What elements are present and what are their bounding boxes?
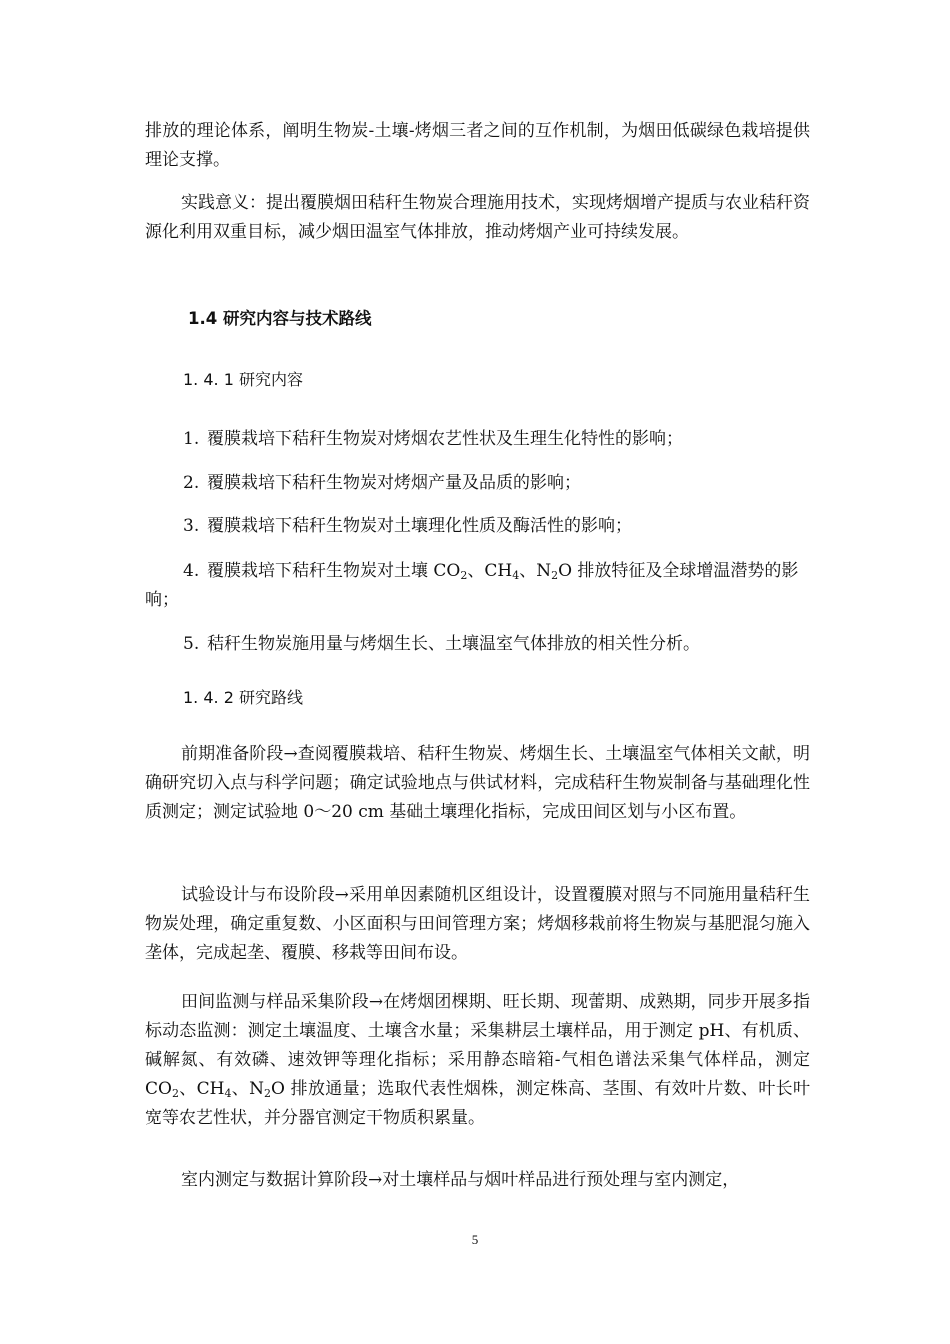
paragraph-lab-stage: 室内测定与数据计算阶段→对土壤样品与烟叶样品进行预处理与室内测定， (181, 1170, 740, 1190)
list-item-text: 秸秆生物炭施用量与烤烟生长、土壤温室气体排放的相关性分析。 (207, 634, 700, 654)
list-item-text: 、N (519, 561, 552, 581)
subscript: 2 (460, 569, 468, 582)
list-item-text: 、CH (467, 561, 513, 581)
subscript: 4 (224, 1087, 232, 1100)
paragraph-text: 田间监测与样品采集阶段→在烤烟团棵期、旺长期、现蕾期、成熟期，同步开展多指标动态监测：测定土壤温度、土壤含水量；采集耕层土壤样品，用于测定 pH、有机质、碱解氮、有效磷、速效钾等理化指标；采用静态暗箱-气相色谱法采集气体样品，测定 CO (145, 992, 810, 1099)
subscript: 4 (512, 569, 520, 582)
paragraph-text: 、N (231, 1079, 264, 1099)
paragraph-design-stage: 试验设计与布设阶段→采用单因素随机区组设计，设置覆膜对照与不同施用量秸秆生物炭处理，确定重复数、小区面积与田间管理方案；烤烟移栽前将生物炭与基肥混匀施入垄体，完成起垄、覆膜、移栽等田间布设。 (145, 885, 810, 963)
page-number: 5 (471, 1232, 479, 1247)
paragraph-preparation-stage: 前期准备阶段→查阅覆膜栽培、秸秆生物炭、烤烟生长、土壤温室气体相关文献，明确研究切入点与科学问题；确定试验地点与供试材料，完成秸秆生物炭制备与基础理化性质测定；测定试验地 0～20 cm 基础土壤理化指标，完成田间区划与小区布置。 (145, 744, 810, 822)
list-item-text: 覆膜栽培下秸秆生物炭对烤烟产量及品质的影响； (207, 473, 581, 493)
heading-research-route: 1. 4. 2 研究路线 (183, 688, 303, 707)
heading-research-content: 1. 4. 1 研究内容 (183, 370, 303, 389)
list-item-text: 覆膜栽培下秸秆生物炭对土壤 CO (207, 561, 461, 581)
subscript: 2 (171, 1087, 179, 1100)
subscript: 2 (263, 1087, 271, 1100)
list-item (183, 630, 810, 659)
paragraph-monitoring-stage (145, 988, 810, 1133)
subscript: 2 (551, 569, 559, 582)
paragraph-practical-significance: 实践意义：提出覆膜烟田秸秆生物炭合理施用技术，实现烤烟增产提质与农业秸秆资源化利用双重目标，减少烟田温室气体排放，推动烤烟产业可持续发展。 (145, 193, 810, 242)
list-item (183, 512, 810, 541)
paragraph-text: 、CH (178, 1079, 225, 1099)
list-number: 3. (183, 516, 200, 536)
list-item-text: O 排放特征及全球增温潜势的影响； (145, 561, 799, 610)
list-number: 2. (183, 473, 200, 493)
list-item (183, 425, 810, 454)
paragraph-theory-continued: 排放的理论体系，阐明生物炭-土壤-烤烟三者之间的互作机制，为烟田低碳绿色栽培提供理论支撑。 (145, 121, 810, 170)
list-item-text: 覆膜栽培下秸秆生物炭对土壤理化性质及酶活性的影响； (207, 516, 632, 536)
heading-research-content-and-route: 1.4 研究内容与技术路线 (188, 309, 372, 328)
list-number: 4. (183, 561, 200, 581)
list-item (183, 469, 810, 498)
list-item (145, 557, 810, 615)
list-number: 1. (183, 429, 200, 449)
list-number: 5. (183, 634, 200, 654)
list-item-text: 覆膜栽培下秸秆生物炭对烤烟农艺性状及生理生化特性的影响； (207, 429, 683, 449)
paragraph-text: O 排放通量；选取代表性烟株，测定株高、茎围、有效叶片数、叶长叶宽等农艺性状，并分器官测定干物质积累量。 (145, 1079, 811, 1128)
